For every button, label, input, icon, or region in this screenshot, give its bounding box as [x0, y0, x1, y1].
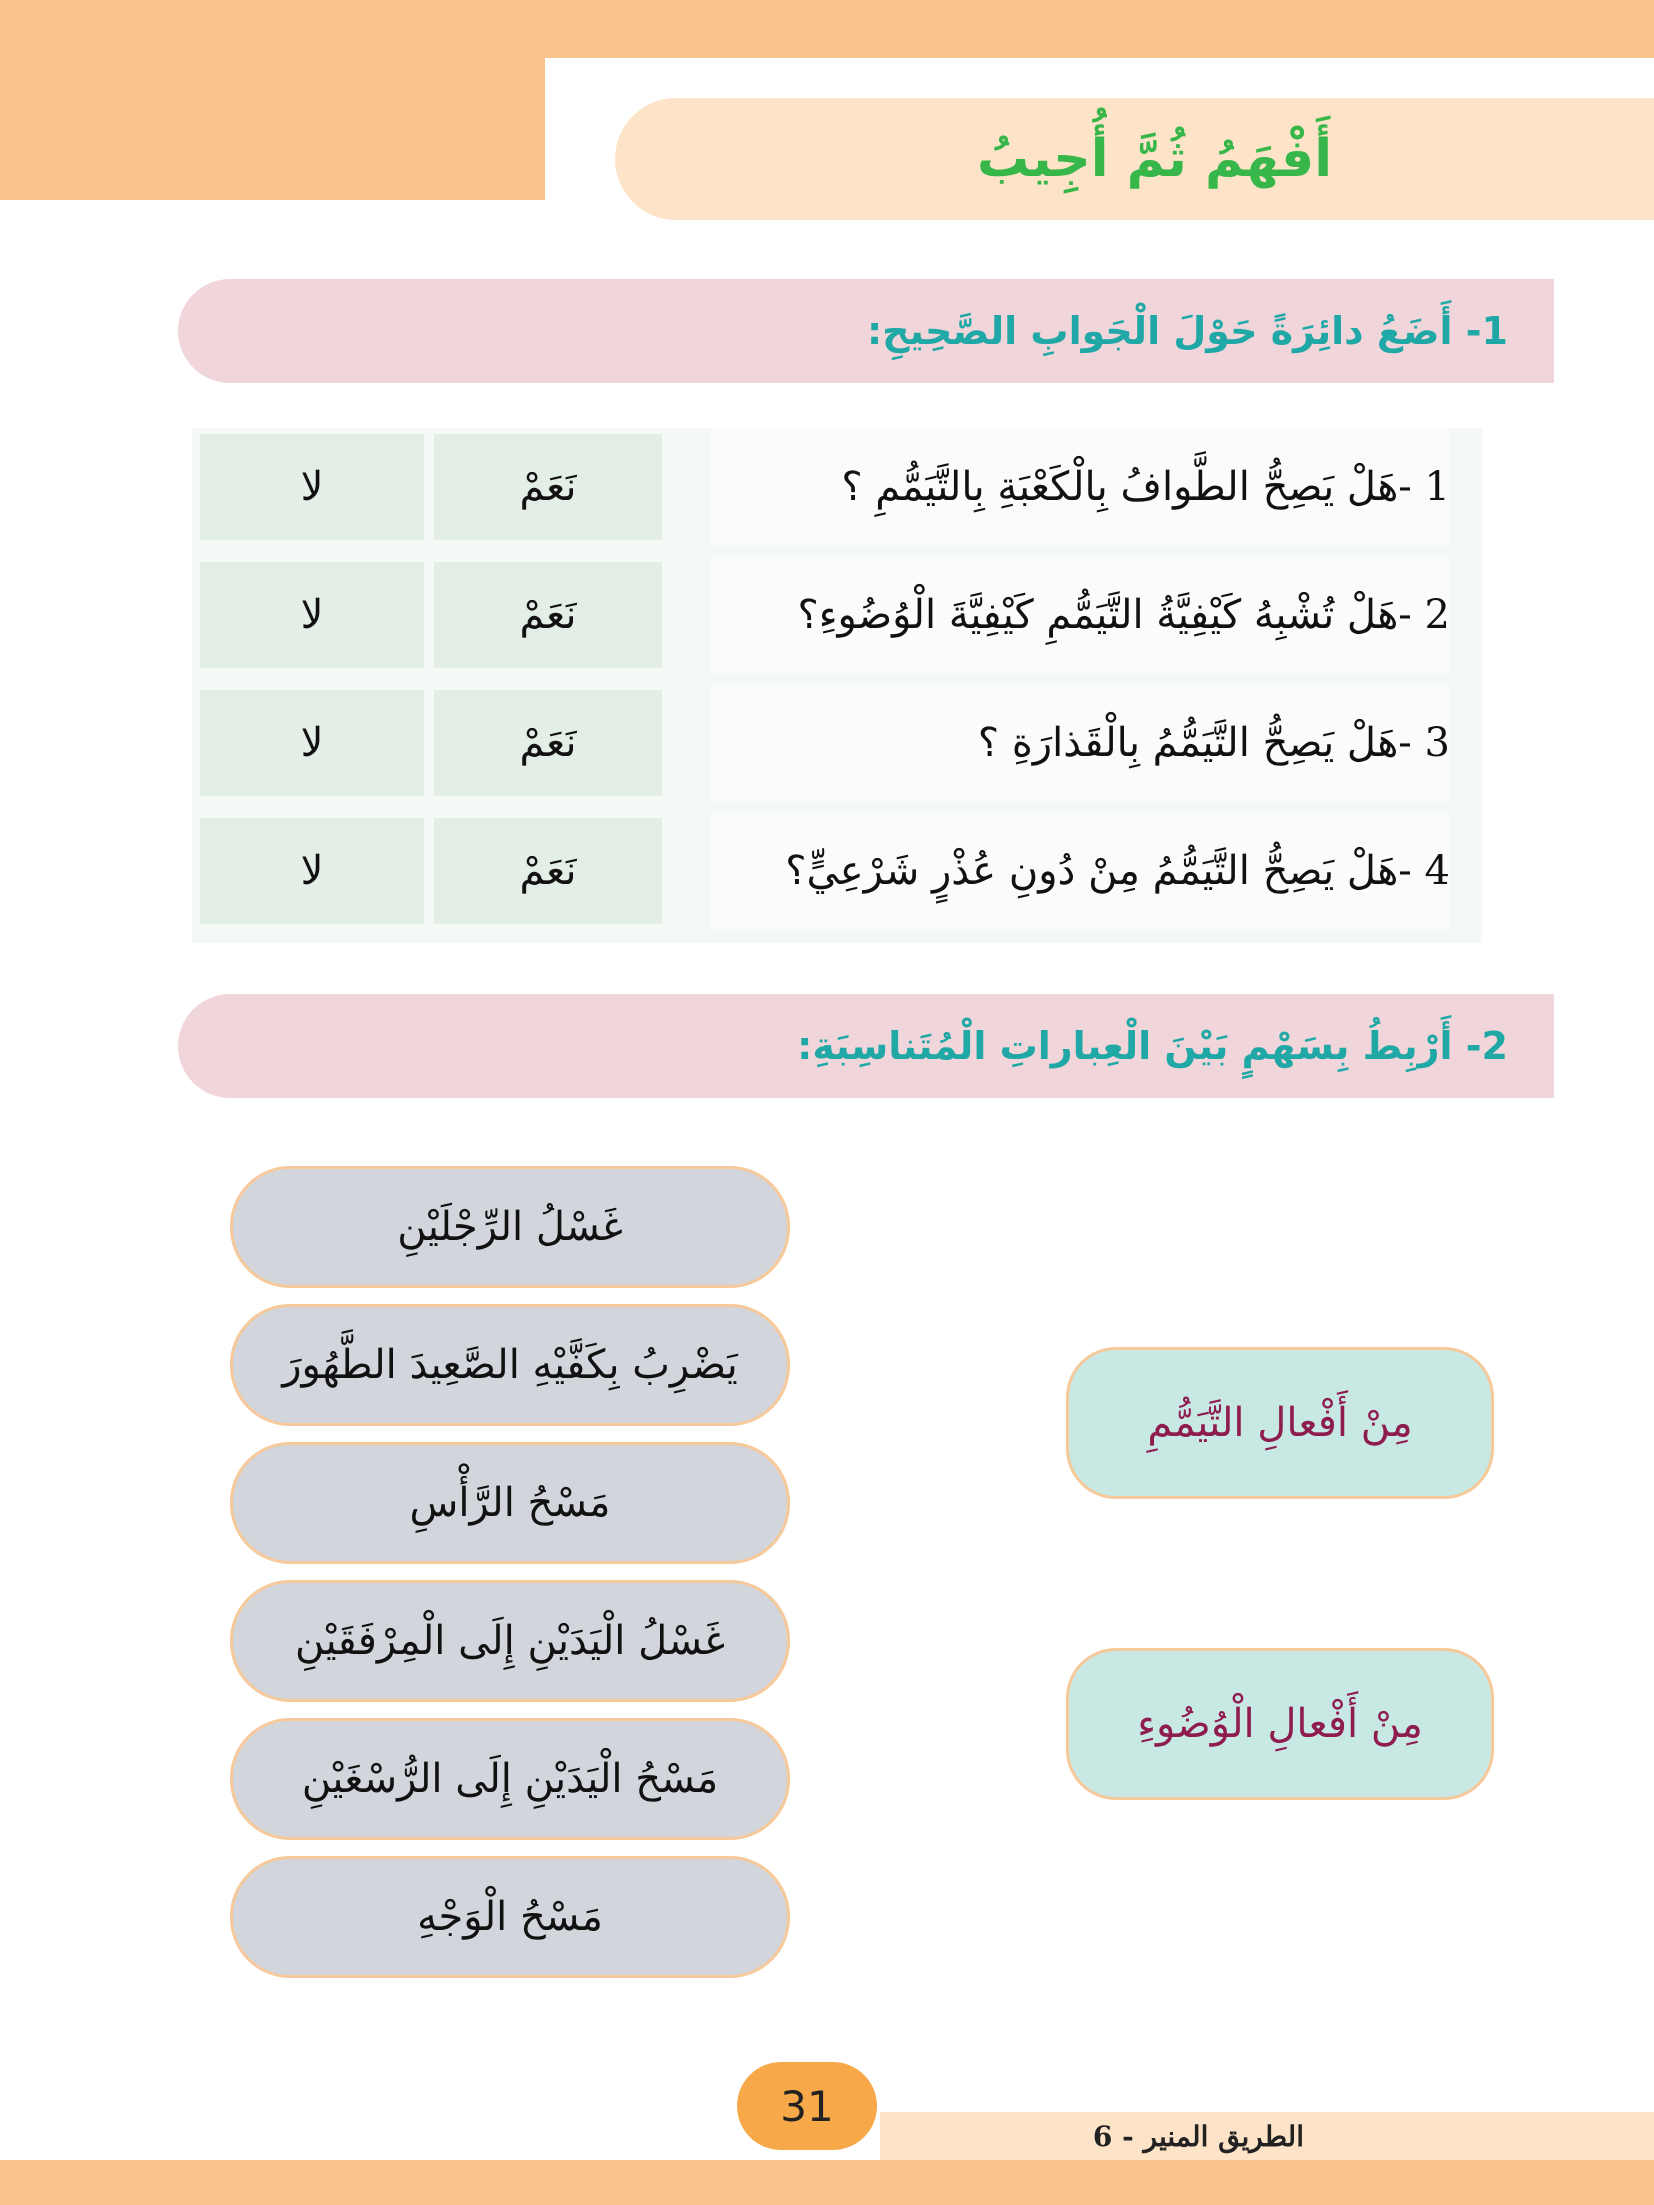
footer-strip — [880, 2112, 1654, 2160]
page-title-banner — [615, 98, 1654, 220]
answer-no-cell[interactable]: لا — [200, 434, 424, 540]
page-number: 31 — [733, 2058, 881, 2154]
question-text: 2 -هَلْ تُشْبِهُ كَيْفِيَّةُ التَّيَمُّمِ كَيْفِيَّةَ الْوُضُوءِ؟ — [710, 556, 1450, 674]
match-option[interactable]: مَسْحُ الْوَجْهِ — [230, 1856, 790, 1978]
match-option[interactable]: غَسْلُ الْيَدَيْنِ إِلَى الْمِرْفَقَيْنِ — [230, 1580, 790, 1702]
answer-yes-cell[interactable]: نَعَمْ — [434, 562, 662, 668]
question-row — [192, 684, 1482, 802]
question-text: 4 -هَلْ يَصِحُّ التَّيَمُّمُ مِنْ دُونِ عُذْرٍ شَرْعِيٍّ؟ — [710, 812, 1450, 930]
answer-no-cell[interactable]: لا — [200, 818, 424, 924]
page-title: أَفْهَمُ ثُمَّ أُجِيبُ — [976, 129, 1333, 189]
header-tab — [0, 0, 545, 200]
question-text: 1 -هَلْ يَصِحُّ الطَّوافُ بِالْكَعْبَةِ بِالتَّيَمُّمِ ؟ — [710, 428, 1450, 546]
answer-yes-cell[interactable]: نَعَمْ — [434, 690, 662, 796]
question-row — [192, 812, 1482, 930]
answer-no-cell[interactable]: لا — [200, 562, 424, 668]
question-row — [192, 428, 1482, 546]
match-option[interactable]: غَسْلُ الرِّجْلَيْنِ — [230, 1166, 790, 1288]
question-text: 3 -هَلْ يَصِحُّ التَّيَمُّمُ بِالْقَذارَةِ ؟ — [710, 684, 1450, 802]
section-2-header — [178, 994, 1554, 1098]
section-1-title: 1- أَضَعُ دائِرَةً حَوْلَ الْجَوابِ الصَّحِيحِ: — [866, 309, 1508, 353]
match-option[interactable]: يَضْرِبُ بِكَفَّيْهِ الصَّعِيدَ الطَّهُورَ — [230, 1304, 790, 1426]
answer-yes-cell[interactable]: نَعَمْ — [434, 818, 662, 924]
match-category-tayammum[interactable]: مِنْ أَفْعالِ التَّيَمُّمِ — [1066, 1347, 1494, 1499]
section-1-header — [178, 279, 1554, 383]
match-category-wudu[interactable]: مِنْ أَفْعالِ الْوُضُوءِ — [1066, 1648, 1494, 1800]
answer-no-cell[interactable]: لا — [200, 690, 424, 796]
footer-band — [0, 2160, 1654, 2205]
section-2-title: 2- أَرْبِطُ بِسَهْمٍ بَيْنَ الْعِباراتِ الْمُتَناسِبَةِ: — [797, 1024, 1508, 1068]
questions-table — [192, 428, 1482, 943]
match-option[interactable]: مَسْحُ الرَّأْسِ — [230, 1442, 790, 1564]
match-option[interactable]: مَسْحُ الْيَدَيْنِ إِلَى الرُّسْغَيْنِ — [230, 1718, 790, 1840]
answer-yes-cell[interactable]: نَعَمْ — [434, 434, 662, 540]
book-title: الطريق المنير - 6 — [1092, 2119, 1304, 2153]
question-row — [192, 556, 1482, 674]
